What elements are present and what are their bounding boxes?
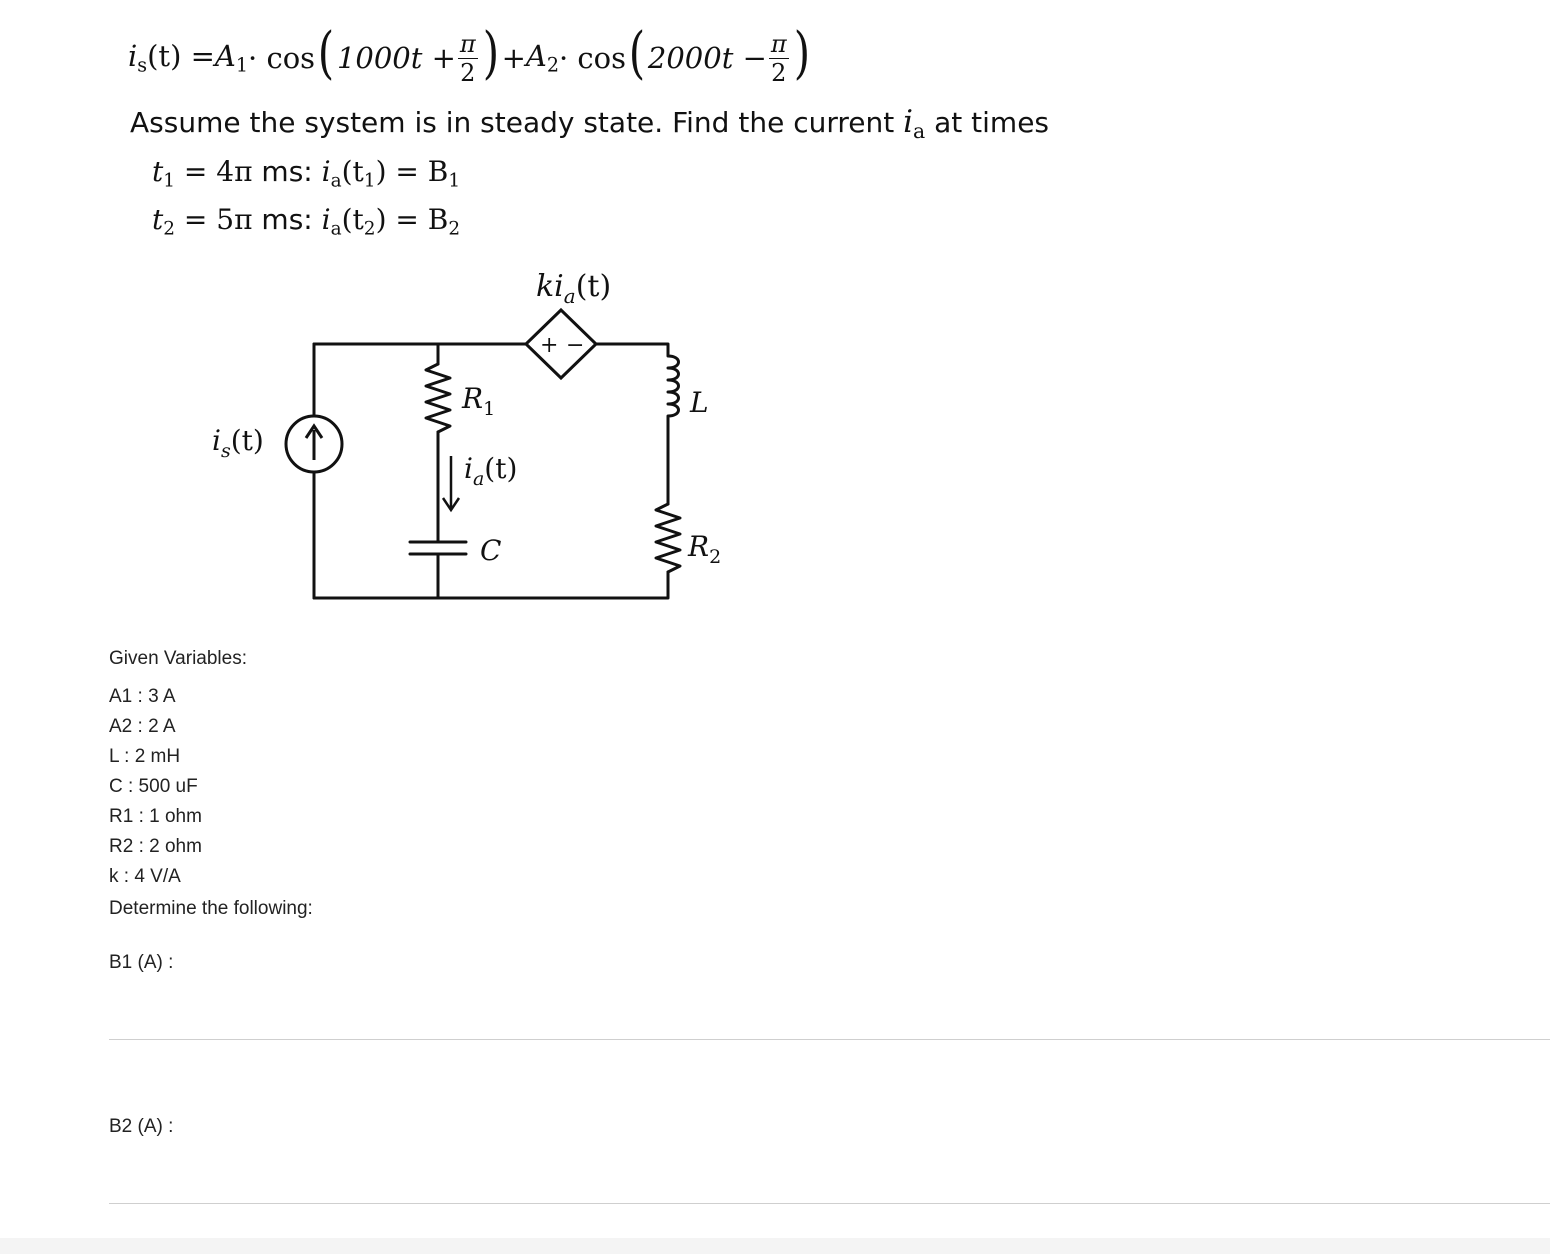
given-item-c: C : 500 uF bbox=[109, 776, 198, 797]
b1-answer-input[interactable] bbox=[109, 999, 1550, 1040]
inductor-label: L bbox=[690, 386, 709, 419]
b2-answer-input[interactable] bbox=[109, 1163, 1550, 1204]
dependent-source-minus: − bbox=[566, 333, 585, 358]
r2-resistor bbox=[656, 504, 680, 572]
eq-fraction-1: $\frac{\pi}{2}$ bbox=[459, 29, 476, 87]
eq-paren-close-2: ) bbox=[793, 21, 810, 86]
given-item-r1: R1 : 1 ohm bbox=[109, 806, 202, 827]
dependent-source-plus: + bbox=[540, 333, 559, 358]
bottom-wire bbox=[314, 590, 668, 598]
eq-arg2: 2000t − bbox=[647, 41, 767, 75]
current-source bbox=[286, 416, 342, 472]
eq-cos1: · cos bbox=[248, 41, 316, 75]
eq-paren-open-2: ( bbox=[628, 21, 646, 86]
given-item-k: k : 4 V/A bbox=[109, 866, 181, 887]
time-1-line: $t_1 = 4\pi$ ms: $i_a(t_1) = B_1$ bbox=[152, 155, 461, 192]
r2-label: $R_2$ bbox=[688, 530, 722, 568]
determine-heading: Determine the following: bbox=[109, 898, 313, 919]
inductor bbox=[668, 348, 679, 504]
eq-paren-close-1: ) bbox=[482, 21, 499, 86]
ia-label: $i_a(t)$ bbox=[464, 452, 518, 490]
given-item-l: L : 2 mH bbox=[109, 746, 181, 767]
capacitor-label: C bbox=[480, 534, 502, 567]
footer-strip bbox=[0, 1238, 1550, 1254]
source-equation bbox=[128, 20, 813, 96]
circuit-diagram bbox=[200, 260, 760, 620]
given-variables bbox=[109, 648, 247, 892]
source-label: $i_s(t)$ bbox=[212, 424, 264, 462]
given-item-a1: A1 : 3 A bbox=[109, 686, 176, 707]
eq-paren-open-1: ( bbox=[317, 21, 335, 86]
r1-label: $R_1$ bbox=[462, 382, 496, 420]
dependent-source-label: $ki_a(t)$ bbox=[536, 269, 612, 308]
question-text: Assume the system is in steady state. Find the current $i_a$ at times bbox=[130, 104, 1050, 144]
eq-arg1: 1000t + bbox=[336, 41, 456, 75]
eq-a2: $A_2$ bbox=[525, 39, 559, 77]
given-list bbox=[109, 682, 247, 892]
eq-a1: $A_1$ bbox=[214, 39, 249, 77]
b1-label: B1 (A) : bbox=[109, 952, 174, 973]
given-title: Given Variables: bbox=[109, 648, 247, 669]
given-item-r2: R2 : 2 ohm bbox=[109, 836, 202, 857]
given-item-a2: A2 : 2 A bbox=[109, 716, 176, 737]
eq-cos2: · cos bbox=[559, 41, 627, 75]
dependent-voltage-source bbox=[526, 310, 596, 378]
arrow-down-icon bbox=[443, 456, 459, 510]
b2-label: B2 (A) : bbox=[109, 1116, 174, 1137]
eq-plus: + bbox=[501, 41, 526, 75]
capacitor bbox=[410, 542, 466, 554]
eq-fraction-2: $\frac{\pi}{2}$ bbox=[770, 29, 787, 87]
eq-lhs: $i_s(t)$ = bbox=[128, 39, 215, 77]
r1-resistor bbox=[426, 364, 450, 432]
top-wire bbox=[314, 344, 668, 348]
time-2-line: $t_2 = 5\pi$ ms: $i_a(t_2) = B_2$ bbox=[152, 203, 461, 240]
